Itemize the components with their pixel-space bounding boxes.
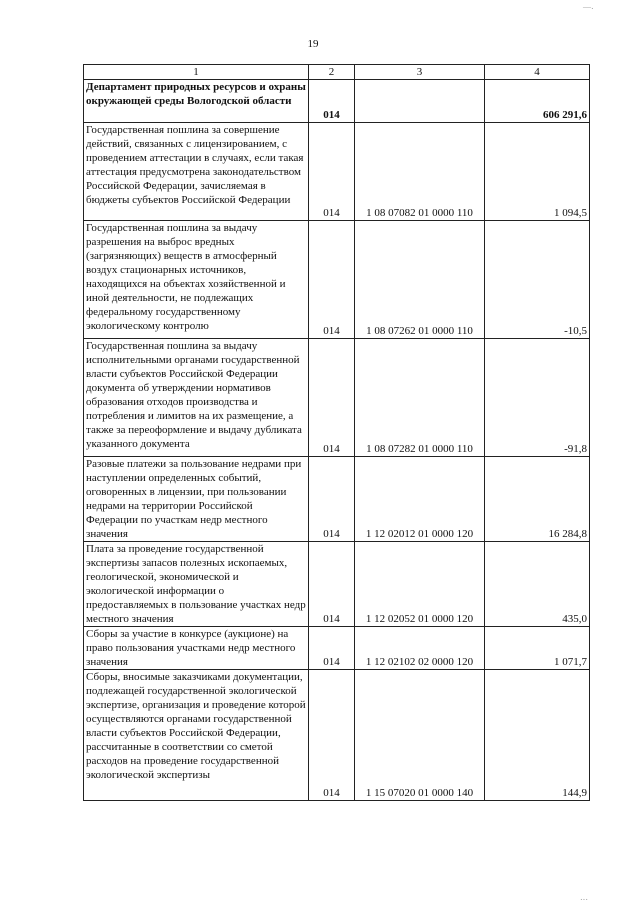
row-admin-code: 014	[309, 80, 355, 123]
column-header-3: 3	[355, 65, 485, 80]
budget-table	[83, 64, 590, 801]
row-amount: 16 284,8	[485, 457, 590, 542]
row-description: Плата за проведение государственной экспертизы запасов полезных ископаемых, геологической, экономической и экологической информации о предоставляемых в пользование участках недр местного значения	[84, 542, 309, 627]
scan-mark: ․․․	[580, 893, 589, 902]
row-description: Государственная пошлина за выдачу разрешения на выброс вредных (загрязняющих) веществ в атмосферный воздух стационарных источников, находящихся на объектах хозяйственной и иной деятельности, не подлежащих федеральному государственному экологическому контролю	[84, 221, 309, 339]
row-description: Сборы, вносимые заказчиками документации, подлежащей государственной экологической экспертизе, организация и проведение которой осуществляются органами государственной власти субъектов Российской Федерации, рассчитанные в соответствии со сметой расходов на проведение государственной экологической экспертизы	[84, 670, 309, 801]
row-admin-code: 014	[309, 457, 355, 542]
table-row-department	[84, 80, 590, 123]
row-budget-code: 1 12 02102 02 0000 120	[355, 627, 485, 670]
row-budget-code: 1 08 07262 01 0000 110	[355, 221, 485, 339]
table-row	[84, 627, 590, 670]
table-row	[84, 339, 590, 457]
row-description: Департамент природных ресурсов и охраны окружающей среды Вологодской области	[84, 80, 309, 123]
row-admin-code: 014	[309, 123, 355, 221]
row-amount: -10,5	[485, 221, 590, 339]
row-amount: 435,0	[485, 542, 590, 627]
row-admin-code: 014	[309, 221, 355, 339]
row-budget-code: 1 12 02012 01 0000 120	[355, 457, 485, 542]
row-budget-code: 1 08 07282 01 0000 110	[355, 339, 485, 457]
row-description: Государственная пошлина за совершение действий, связанных с лицензированием, с проведением аттестации в случаях, если такая аттестация предусмотрена законодательством Российской Федерации, зачисляемая в бюджеты субъектов Российской Федерации	[84, 123, 309, 221]
row-amount: 1 071,7	[485, 627, 590, 670]
row-budget-code: 1 12 02052 01 0000 120	[355, 542, 485, 627]
table-row	[84, 670, 590, 801]
row-budget-code: 1 15 07020 01 0000 140	[355, 670, 485, 801]
column-header-1: 1	[84, 65, 309, 80]
row-amount: 1 094,5	[485, 123, 590, 221]
row-admin-code: 014	[309, 339, 355, 457]
row-admin-code: 014	[309, 670, 355, 801]
row-amount: 144,9	[485, 670, 590, 801]
table-row	[84, 123, 590, 221]
row-description: Сборы за участие в конкурсе (аукционе) на право пользования участками недр местного значения	[84, 627, 309, 670]
row-admin-code: 014	[309, 542, 355, 627]
page-number: 19	[307, 38, 319, 50]
row-budget-code: 1 08 07082 01 0000 110	[355, 123, 485, 221]
row-admin-code: 014	[309, 627, 355, 670]
table-row	[84, 542, 590, 627]
column-header-4: 4	[485, 65, 590, 80]
scan-mark: ―․	[583, 2, 594, 11]
table-row	[84, 457, 590, 542]
table-header-row	[84, 65, 590, 80]
row-description: Разовые платежи за пользование недрами при наступлении определенных событий, оговоренных в лицензии, при пользовании недрами на территории Российской Федерации по участкам недр местного значения	[84, 457, 309, 542]
row-amount: -91,8	[485, 339, 590, 457]
table-row	[84, 221, 590, 339]
column-header-2: 2	[309, 65, 355, 80]
row-amount: 606 291,6	[485, 80, 590, 123]
row-budget-code	[355, 80, 485, 123]
row-description: Государственная пошлина за выдачу исполнительными органами государственной власти субъектов Российской Федерации документа об утверждении нормативов образования отходов производства и потребления и лимитов на их размещение, а также за переоформление и выдачу дубликата указанного документа	[84, 339, 309, 457]
